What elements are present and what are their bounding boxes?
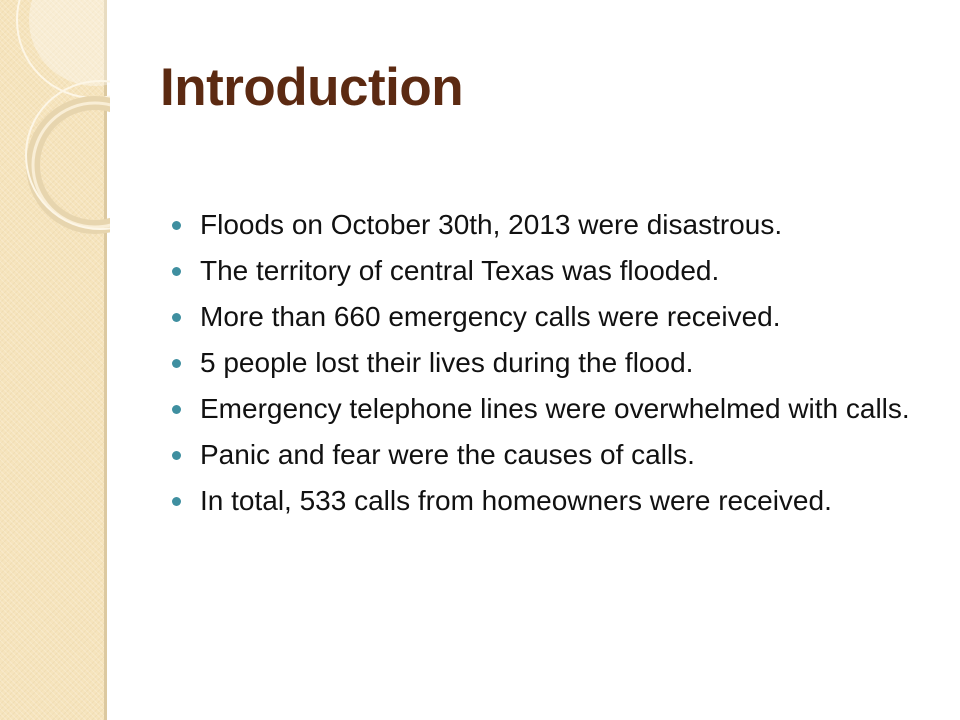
bullet-item — [172, 482, 932, 520]
bullet-item — [172, 344, 932, 382]
bullet-dot-icon — [172, 405, 181, 414]
bullet-dot-icon — [172, 451, 181, 460]
bullet-text: Panic and fear were the causes of calls. — [200, 439, 695, 470]
bullet-item — [172, 436, 932, 474]
bullet-item — [172, 206, 932, 244]
bullet-dot-icon — [172, 221, 181, 230]
bullet-dot-icon — [172, 497, 181, 506]
bullet-dot-icon — [172, 359, 181, 368]
bullet-dot-icon — [172, 313, 181, 322]
bullet-item — [172, 390, 932, 428]
bullet-text: The territory of central Texas was flooded. — [200, 255, 720, 286]
bullet-text: More than 660 emergency calls were received. — [200, 301, 781, 332]
bullet-text: 5 people lost their lives during the flood. — [200, 347, 694, 378]
bullet-item — [172, 252, 932, 290]
slide-title: Introduction — [160, 58, 464, 117]
bullet-text: Floods on October 30th, 2013 were disastrous. — [200, 209, 783, 240]
bullet-list — [172, 206, 932, 528]
bullet-dot-icon — [172, 267, 181, 276]
bullet-text: Emergency telephone lines were overwhelmed with calls. — [200, 393, 910, 424]
decorative-circles-ornament — [0, 0, 110, 240]
bullet-text: In total, 533 calls from homeowners were received. — [200, 485, 832, 516]
bullet-item — [172, 298, 932, 336]
